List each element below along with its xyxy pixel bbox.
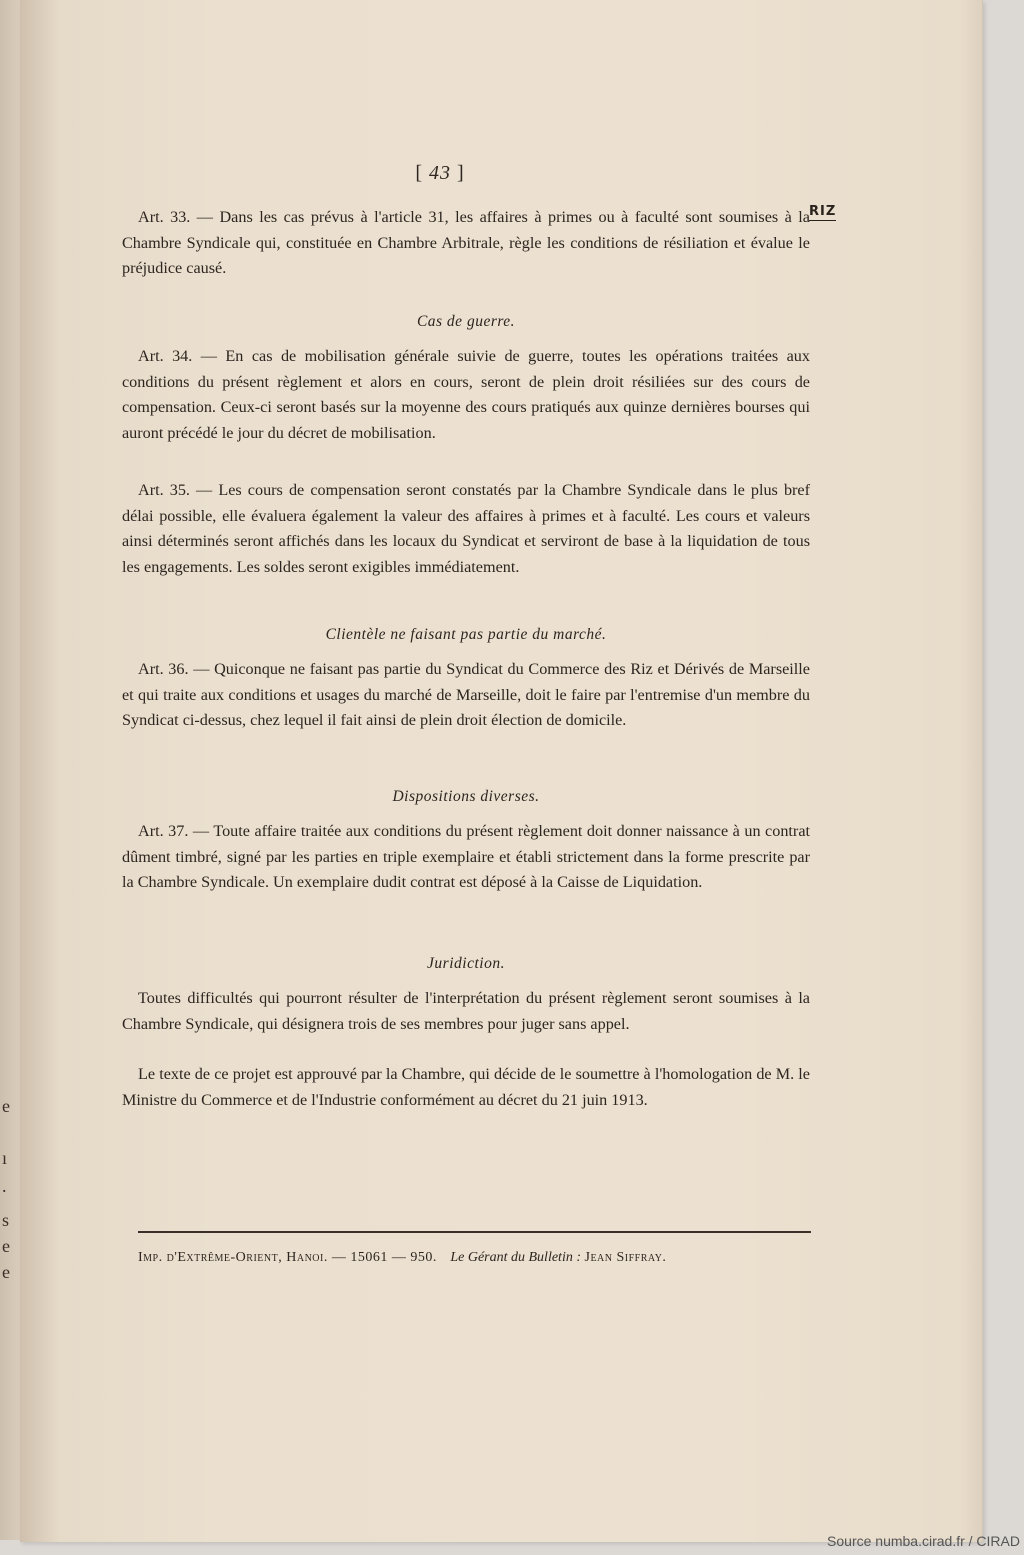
approval-paragraph: Le texte de ce projet est approuvé par la Chambre, qui décide de le soumettre à l'homologation de M. le Ministre du Commerce et de l'Industrie conformément au décret du 21 juin 1913. <box>122 1065 810 1109</box>
gerant-name: Jean Siffray. <box>584 1250 667 1265</box>
heading-clientele: Clientèle ne faisant pas partie du marché. <box>325 626 607 643</box>
article-37: Art. 37. — Toute affaire traitée aux conditions du présent règlement doit donner naissance à un contrat dûment timbré, signé par les parties en triple exemplaire et établi strictement dans la forme prescrite par la Chambre Syndicale. Un exemplaire dudit contrat est déposé à la Caisse de Liquidation. <box>122 822 810 892</box>
article-34: Art. 34. — En cas de mobilisation générale suivie de guerre, toutes les opérations traitées aux conditions du présent règlement et alors en cours, seront de plein droit résiliées sur des cours de compensation. Ceux-ci seront basés sur la moyenne des cours pratiqués aux quinze dernières bourses qui auront précédé le jour du décret de mobilisation. <box>122 347 810 442</box>
margin-fragment: . <box>2 1176 7 1196</box>
page-number <box>400 162 480 185</box>
margin-fragment: e <box>2 1236 10 1256</box>
heading-dispositions-diverses: Dispositions diverses. <box>392 788 540 805</box>
margin-fragment: e <box>2 1262 10 1282</box>
article-33: Art. 33. — Dans les cas prévus à l'article 31, les affaires à primes ou à faculté sont soumises à la Chambre Syndicale qui, constituée en Chambre Arbitrale, règle les conditions de résiliation et évalue le préjudice causé. <box>122 208 810 278</box>
page-number-value: 43 <box>429 162 451 184</box>
printer-imprint <box>138 1250 811 1266</box>
gerant-label: Le Gérant du Bulletin : <box>450 1250 581 1265</box>
article-36: Art. 36. — Quiconque ne faisant pas partie du Syndicat du Commerce des Riz et Dérivés de Marseille et qui traite aux conditions et usages du marché de Marseille, doit le faire par l'entremise d'un membre du Syndicat ci-dessus, chez lequel il fait ainsi de plein droit élection de domicile. <box>122 660 810 730</box>
heading-juridiction: Juridiction. <box>427 955 505 972</box>
source-credit: Source numba.cirad.fr / CIRAD <box>827 1533 1020 1549</box>
page-number-bracket-left: [ <box>415 162 423 184</box>
margin-section-tag: RIZ <box>809 204 837 219</box>
document-page <box>20 0 983 1542</box>
heading-cas-de-guerre: Cas de guerre. <box>416 313 516 330</box>
page-number-bracket-right: ] <box>457 162 465 184</box>
footer-rule <box>138 1231 811 1233</box>
article-35: Art. 35. — Les cours de compensation seront constatés par la Chambre Syndicale dans le plus bref délai possible, elle évaluera également la valeur des affaires à primes et à faculté. Les cours et valeurs ainsi déterminés seront affichés dans les locaux du Syndicat et serviront de base à la liquidation de tous les engagements. Les soldes seront exigibles immédiatement. <box>122 481 810 576</box>
printer-line: Imp. d'Extrême-Orient, Hanoi. — 15061 — 950. <box>138 1250 437 1265</box>
margin-fragment: s <box>2 1210 10 1230</box>
juridiction-paragraph: Toutes difficultés qui pourront résulter de l'interprétation du présent règlement seront soumises à la Chambre Syndicale, qui désignera trois de ses membres pour juger sans appel. <box>122 989 810 1033</box>
margin-fragment: e <box>2 1096 10 1116</box>
margin-fragment: ı <box>2 1148 8 1168</box>
